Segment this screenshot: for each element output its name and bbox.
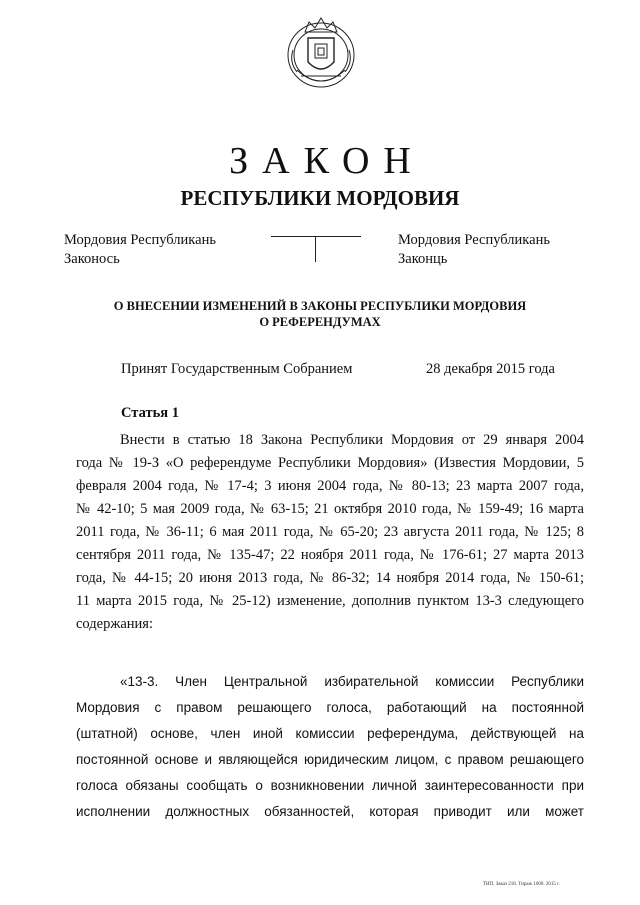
header-right — [398, 231, 550, 269]
paragraph-line: сентября 2011 года, № 135-47; 22 ноября 2011 года, № 176-61; 27 марта 2013 — [76, 547, 584, 563]
print-footer: ТИП. Заказ 218. Тираж 1000. 2015 г. — [483, 882, 560, 887]
paragraph-2 — [76, 669, 584, 825]
paragraph-line: февраля 2004 года, № 17-4; 3 июня 2004 года, № 80-13; 23 марта 2007 года, — [76, 478, 584, 494]
paragraph-line: года № 19-З «О референдуме Республики Мордовия» (Известия Мордовии, 5 — [76, 455, 584, 471]
header-right-line1: Мордовия Республикань — [398, 232, 550, 248]
paragraph-line: Мордовия с правом решающего голоса, работающий на постоянной — [76, 700, 584, 715]
paragraph-line: голоса обязаны сообщать о возникновении личной заинтересованности при — [76, 778, 584, 793]
coat-of-arms-icon — [283, 10, 359, 92]
paragraph-line: «13-3. Член Центральной избирательной комиссии Республики — [120, 674, 584, 689]
header-right-line2: Законць — [398, 251, 448, 267]
paragraph-line: 2011 года, № 36-11; 6 мая 2011 года, № 65-20; 23 августа 2011 года, № 125; 8 — [76, 524, 584, 540]
article-heading: Статья 1 — [121, 405, 179, 421]
paragraph-1 — [76, 429, 584, 636]
header-left-line2: Законось — [64, 251, 120, 267]
adopted-by: Принят Государственным Собранием — [121, 361, 353, 377]
paragraph-line: (штатной) основе, член иной комиссии референдума, действующей на — [76, 726, 584, 741]
header-left-line1: Мордовия Республикань — [64, 232, 216, 248]
paragraph-line: Внести в статью 18 Закона Республики Мордовия от 29 января 2004 — [120, 432, 584, 448]
paragraph-line: постоянной основе и являющейся юридическим лицом, с правом решающего — [76, 752, 584, 767]
law-heading — [0, 298, 640, 330]
paragraph-line: года, № 44-15; 20 июня 2013 года, № 86-32; 14 ноября 2014 года, № 150-61; — [76, 570, 584, 586]
paragraph-line: 11 марта 2015 года, № 25-12) изменение, дополнив пунктом 13-3 следующего — [76, 593, 584, 609]
adoption-date: 28 декабря 2015 года — [426, 361, 555, 377]
law-heading-line2: О РЕФЕРЕНДУМАХ — [259, 315, 381, 329]
paragraph-line: № 42-10; 5 мая 2009 года, № 63-15; 21 октября 2010 года, № 159-49; 16 марта — [76, 501, 584, 517]
paragraph-line: содержания: — [76, 616, 154, 632]
document-title: ЗАКОН — [229, 140, 425, 182]
header-divider — [271, 236, 361, 237]
document-subtitle: РЕСПУБЛИКИ МОРДОВИЯ — [180, 186, 460, 210]
paragraph-line: исполнении должностных обязанностей, которая приводит или может — [76, 804, 584, 819]
header-left — [64, 231, 216, 269]
law-heading-line1: О ВНЕСЕНИИ ИЗМЕНЕНИЙ В ЗАКОНЫ РЕСПУБЛИКИ МОРДОВИЯ — [113, 299, 527, 313]
header-divider-tick — [315, 236, 316, 262]
